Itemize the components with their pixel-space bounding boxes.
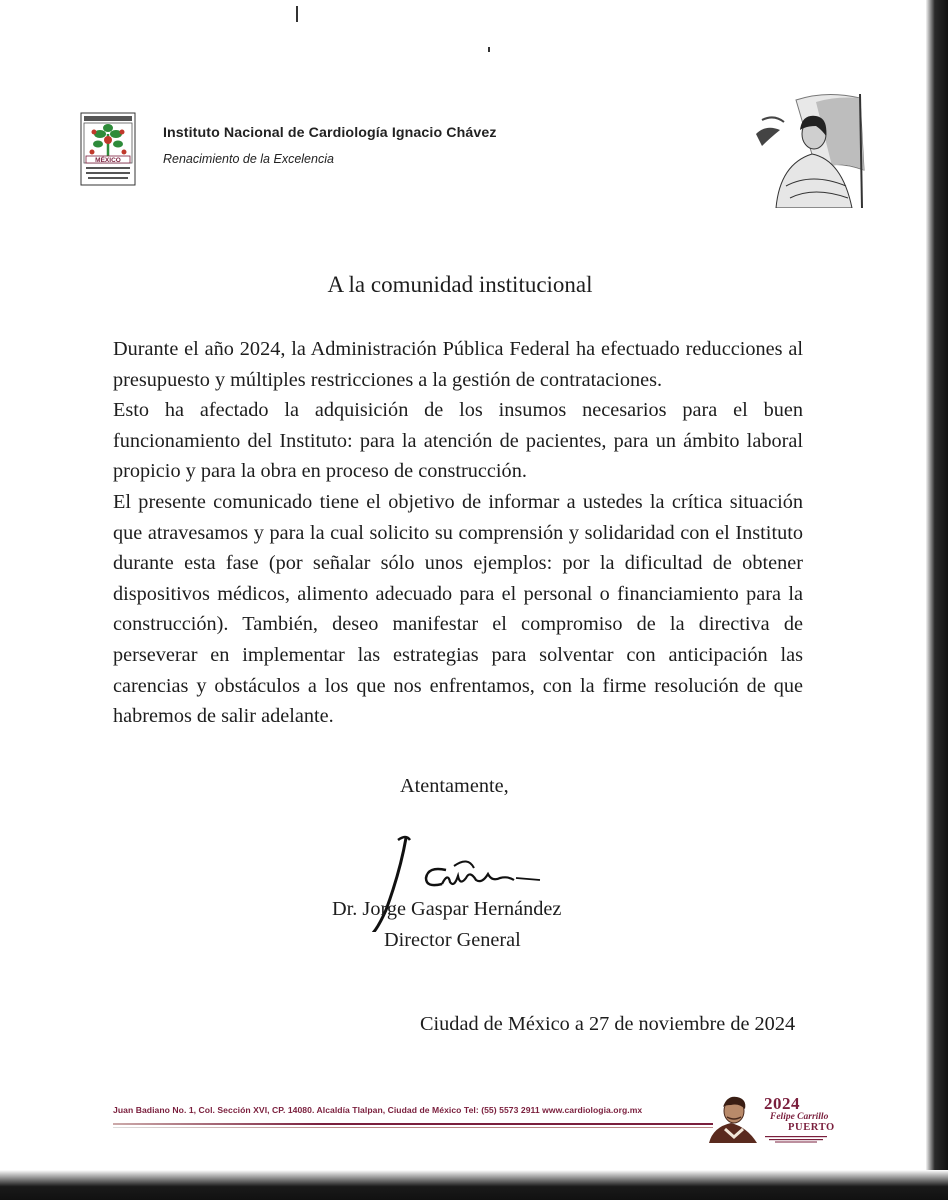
footer-divider xyxy=(113,1123,713,1125)
scan-mark xyxy=(488,47,490,52)
badge-name: Felipe Carrillo xyxy=(770,1112,829,1122)
badge-surname: PUERTO xyxy=(788,1122,835,1133)
commemorative-portrait xyxy=(707,1093,763,1143)
footer-divider xyxy=(113,1127,713,1128)
svg-text:MÉXICO: MÉXICO xyxy=(95,157,121,164)
signer-title: Director General xyxy=(384,929,521,951)
scan-mark xyxy=(296,6,298,22)
institution-motto: Renacimiento de la Excelencia xyxy=(163,152,334,166)
letter-body xyxy=(113,334,803,732)
patria-emblem xyxy=(756,90,868,208)
letter-title: A la comunidad institucional xyxy=(327,272,593,297)
closing-salutation: Atentamente, xyxy=(400,775,509,797)
paragraph: Esto ha afectado la adquisición de los insumos necesarios para el buen funcionamiento del Instituto: para la atención de pacientes, para un ámbito laboral propicio y para la obra en proceso de construcción. xyxy=(113,399,803,483)
institute-logo xyxy=(80,112,136,186)
badge-year: 2024 xyxy=(764,1094,800,1113)
paragraph: El presente comunicado tiene el objetivo de informar a ustedes la crítica situación que atravesamos y para la cual solicito su comprensión y solidaridad con el Instituto durante esta fase (por señalar sólo unos ejemplos: por la dificultad de obtener dispositivos médicos, alimento adecuado para el personal o financiamiento para la construcción). También, deseo manifestar el compromiso de la directiva de perseverar en implementar las estrategias para solventar con anticipación las carencias y obstáculos a los que nos enfrentamos, con la firme resolución de que habremos de salir adelante. xyxy=(113,490,803,728)
place-date: Ciudad de México a 27 de noviembre de 2024 xyxy=(420,1013,796,1035)
signer-name: Dr. Jorge Gaspar Hernández xyxy=(332,898,562,920)
paragraph: Durante el año 2024, la Administración Pública Federal ha efectuado reducciones al presupuesto y múltiples restricciones a la gestión de contrataciones. xyxy=(113,338,803,391)
badge-fine-print xyxy=(765,1135,827,1143)
footer-address: Juan Badiano No. 1, Col. Sección XVI, CP. 14080. Alcaldía Tlalpan, Ciudad de México Tel: (55) 5573 2911 www.cardiologia.org.mx xyxy=(113,1105,643,1115)
scan-edge xyxy=(926,0,948,1200)
scan-edge xyxy=(0,1170,948,1200)
institution-name: Instituto Nacional de Cardiología Ignacio Chávez xyxy=(163,125,497,141)
